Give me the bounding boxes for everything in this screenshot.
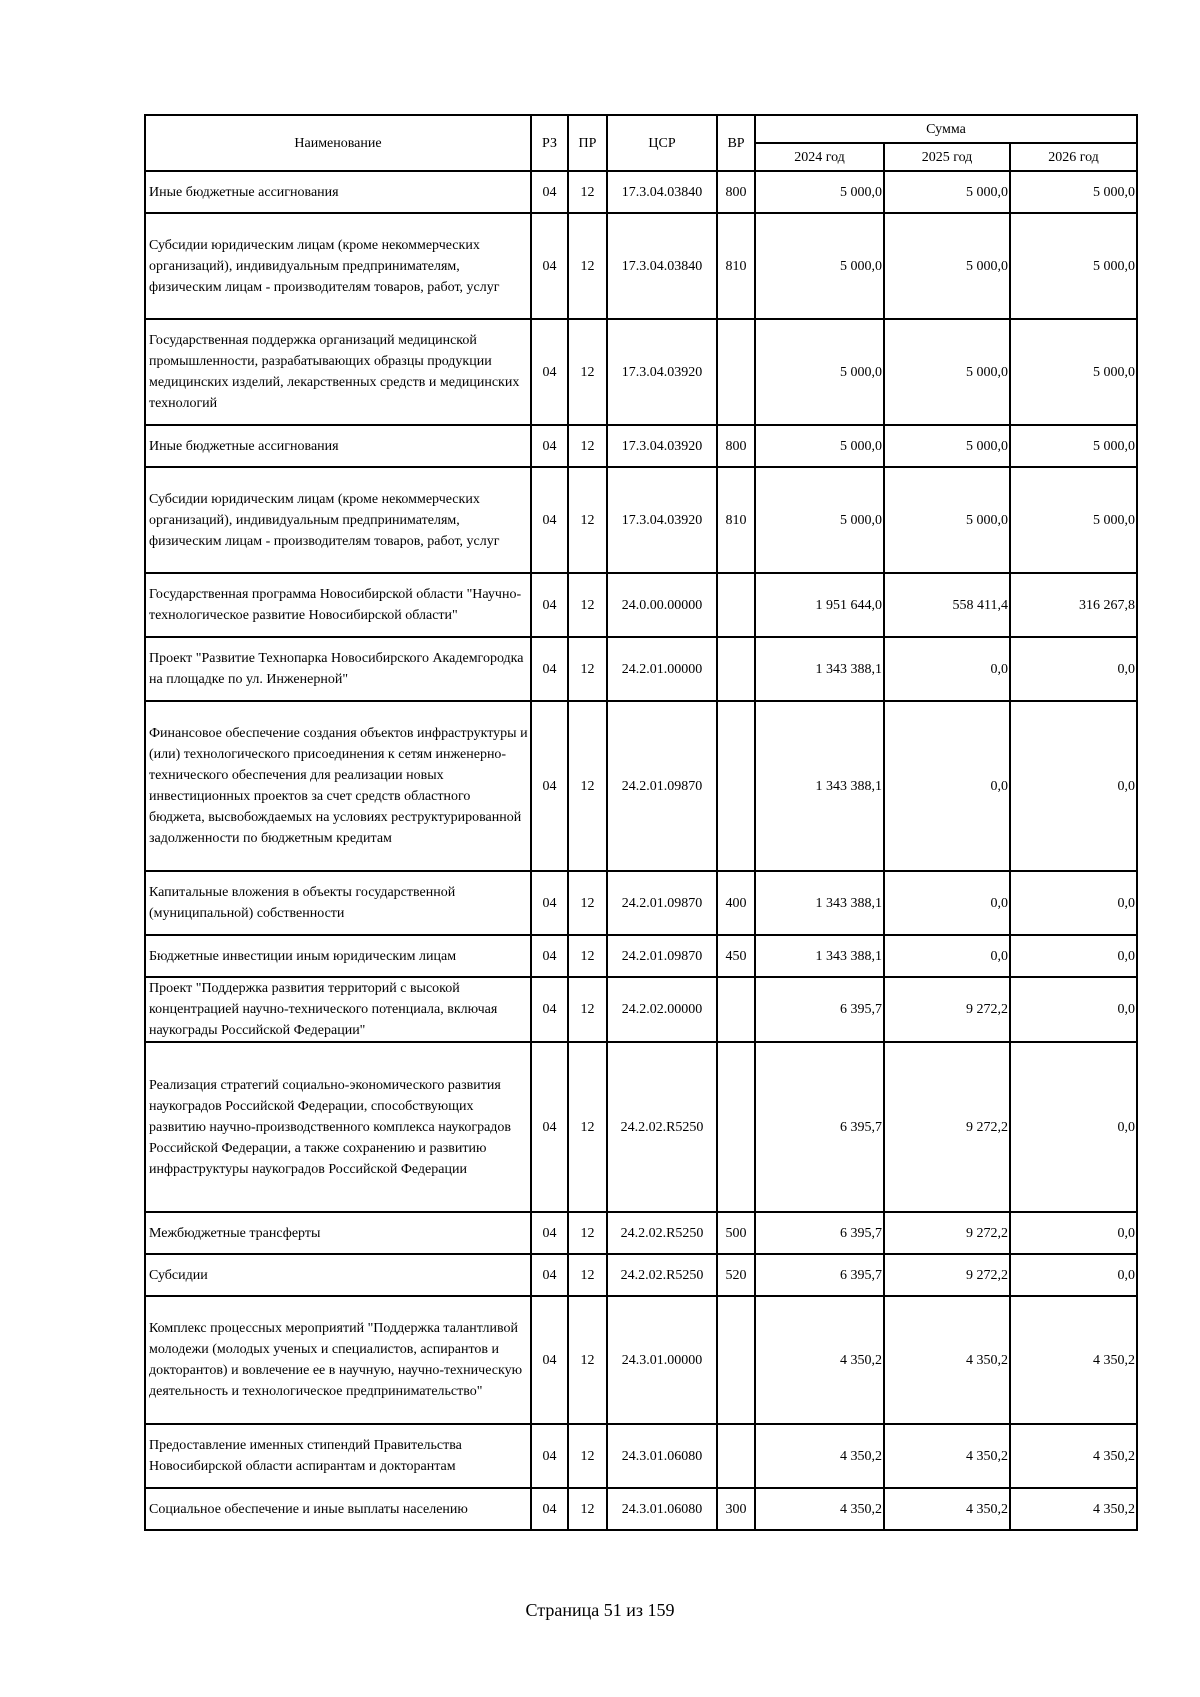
cell-rz: 04 (531, 1254, 568, 1296)
cell-2024: 1 343 388,1 (755, 935, 884, 977)
cell-2026: 0,0 (1010, 871, 1137, 935)
cell-2025: 558 411,4 (884, 573, 1010, 637)
header-pr: ПР (568, 115, 607, 171)
cell-2026: 5 000,0 (1010, 425, 1137, 467)
cell-name: Социальное обеспечение и иные выплаты населению (145, 1488, 531, 1530)
cell-rz: 04 (531, 573, 568, 637)
cell-pr: 12 (568, 637, 607, 701)
cell-name: Государственная программа Новосибирской области "Научно-технологическое развитие Новосибирской области" (145, 573, 531, 637)
cell-csr: 17.3.04.03920 (607, 319, 717, 425)
table-row (145, 425, 1137, 467)
cell-csr: 24.2.02.R5250 (607, 1042, 717, 1212)
cell-pr: 12 (568, 1296, 607, 1424)
cell-2025: 5 000,0 (884, 171, 1010, 213)
cell-rz: 04 (531, 1488, 568, 1530)
cell-2024: 1 343 388,1 (755, 701, 884, 871)
header-2026: 2026 год (1010, 143, 1137, 171)
header-vr: ВР (717, 115, 755, 171)
cell-vr (717, 319, 755, 425)
cell-vr (717, 1296, 755, 1424)
cell-rz: 04 (531, 171, 568, 213)
cell-2024: 6 395,7 (755, 977, 884, 1042)
cell-csr: 24.2.02.R5250 (607, 1212, 717, 1254)
table-row (145, 701, 1137, 871)
cell-csr: 24.2.01.09870 (607, 701, 717, 871)
cell-vr: 300 (717, 1488, 755, 1530)
cell-csr: 24.2.01.00000 (607, 637, 717, 701)
cell-rz: 04 (531, 213, 568, 319)
cell-pr: 12 (568, 977, 607, 1042)
header-sum: Сумма (755, 115, 1137, 143)
cell-2024: 4 350,2 (755, 1424, 884, 1488)
cell-rz: 04 (531, 467, 568, 573)
cell-rz: 04 (531, 871, 568, 935)
cell-vr: 500 (717, 1212, 755, 1254)
cell-2026: 4 350,2 (1010, 1488, 1137, 1530)
page-number: Страница 51 из 159 (525, 1600, 675, 1620)
table-row (145, 935, 1137, 977)
cell-name: Иные бюджетные ассигнования (145, 425, 531, 467)
cell-2026: 4 350,2 (1010, 1296, 1137, 1424)
cell-rz: 04 (531, 701, 568, 871)
cell-vr: 800 (717, 425, 755, 467)
cell-name: Финансовое обеспечение создания объектов инфраструктуры и (или) технологического присоединения к сетям инженерно-технического обеспечения для реализации новых инвестиционных проектов за счет средств областного бюджета, высвобождаемых на условиях реструктурированной задолженности по бюджетным кредитам (145, 701, 531, 871)
cell-2024: 5 000,0 (755, 319, 884, 425)
budget-table (144, 114, 1138, 1531)
cell-2024: 5 000,0 (755, 467, 884, 573)
cell-rz: 04 (531, 935, 568, 977)
cell-2025: 5 000,0 (884, 425, 1010, 467)
cell-csr: 17.3.04.03840 (607, 171, 717, 213)
cell-2024: 5 000,0 (755, 425, 884, 467)
table-row (145, 319, 1137, 425)
cell-vr (717, 1042, 755, 1212)
cell-name: Проект "Поддержка развития территорий с высокой концентрацией научно-технического потенциала, включая наукограды Российской Федерации" (145, 977, 531, 1042)
cell-2025: 4 350,2 (884, 1296, 1010, 1424)
cell-csr: 24.2.02.R5250 (607, 1254, 717, 1296)
cell-2026: 0,0 (1010, 637, 1137, 701)
cell-pr: 12 (568, 467, 607, 573)
cell-csr: 24.2.01.09870 (607, 871, 717, 935)
cell-name: Бюджетные инвестиции иным юридическим лицам (145, 935, 531, 977)
header-rz: РЗ (531, 115, 568, 171)
cell-csr: 17.3.04.03920 (607, 467, 717, 573)
table-body (145, 171, 1137, 1530)
table-row (145, 573, 1137, 637)
cell-2024: 1 343 388,1 (755, 637, 884, 701)
cell-vr: 810 (717, 467, 755, 573)
cell-2024: 6 395,7 (755, 1212, 884, 1254)
cell-2024: 4 350,2 (755, 1488, 884, 1530)
cell-2025: 5 000,0 (884, 467, 1010, 573)
cell-vr (717, 573, 755, 637)
cell-2026: 5 000,0 (1010, 319, 1137, 425)
cell-csr: 24.2.02.00000 (607, 977, 717, 1042)
table-row (145, 637, 1137, 701)
cell-pr: 12 (568, 1488, 607, 1530)
cell-2025: 5 000,0 (884, 213, 1010, 319)
header-csr: ЦСР (607, 115, 717, 171)
cell-rz: 04 (531, 1212, 568, 1254)
cell-vr: 810 (717, 213, 755, 319)
cell-pr: 12 (568, 213, 607, 319)
cell-name: Предоставление именных стипендий Правительства Новосибирской области аспирантам и докторантам (145, 1424, 531, 1488)
cell-name: Иные бюджетные ассигнования (145, 171, 531, 213)
header-2025: 2025 год (884, 143, 1010, 171)
cell-2026: 5 000,0 (1010, 171, 1137, 213)
cell-2026: 5 000,0 (1010, 213, 1137, 319)
cell-2025: 4 350,2 (884, 1488, 1010, 1530)
cell-2025: 9 272,2 (884, 1042, 1010, 1212)
cell-pr: 12 (568, 1424, 607, 1488)
cell-2024: 6 395,7 (755, 1254, 884, 1296)
table-row (145, 171, 1137, 213)
table-row (145, 467, 1137, 573)
cell-rz: 04 (531, 637, 568, 701)
cell-2025: 0,0 (884, 871, 1010, 935)
cell-name: Проект "Развитие Технопарка Новосибирского Академгородка на площадке по ул. Инженерной" (145, 637, 531, 701)
cell-vr (717, 1424, 755, 1488)
cell-csr: 17.3.04.03920 (607, 425, 717, 467)
cell-rz: 04 (531, 1424, 568, 1488)
cell-vr: 520 (717, 1254, 755, 1296)
cell-csr: 24.3.01.06080 (607, 1424, 717, 1488)
header-2024: 2024 год (755, 143, 884, 171)
cell-2026: 0,0 (1010, 935, 1137, 977)
cell-csr: 24.3.01.00000 (607, 1296, 717, 1424)
cell-2026: 5 000,0 (1010, 467, 1137, 573)
cell-pr: 12 (568, 573, 607, 637)
cell-2025: 5 000,0 (884, 319, 1010, 425)
cell-2026: 0,0 (1010, 701, 1137, 871)
cell-pr: 12 (568, 935, 607, 977)
cell-pr: 12 (568, 1254, 607, 1296)
cell-2025: 0,0 (884, 935, 1010, 977)
cell-2024: 5 000,0 (755, 213, 884, 319)
header-name: Наименование (145, 115, 531, 171)
cell-pr: 12 (568, 701, 607, 871)
cell-2025: 0,0 (884, 701, 1010, 871)
cell-pr: 12 (568, 1042, 607, 1212)
cell-2024: 5 000,0 (755, 171, 884, 213)
table-row (145, 1042, 1137, 1212)
table-row (145, 1296, 1137, 1424)
cell-2025: 9 272,2 (884, 1254, 1010, 1296)
cell-2026: 4 350,2 (1010, 1424, 1137, 1488)
cell-2024: 1 343 388,1 (755, 871, 884, 935)
cell-name: Субсидии (145, 1254, 531, 1296)
cell-2025: 9 272,2 (884, 977, 1010, 1042)
cell-2026: 0,0 (1010, 1042, 1137, 1212)
cell-rz: 04 (531, 319, 568, 425)
cell-csr: 24.3.01.06080 (607, 1488, 717, 1530)
cell-pr: 12 (568, 871, 607, 935)
cell-csr: 17.3.04.03840 (607, 213, 717, 319)
cell-rz: 04 (531, 1042, 568, 1212)
cell-2025: 9 272,2 (884, 1212, 1010, 1254)
cell-name: Комплекс процессных мероприятий "Поддержка талантливой молодежи (молодых ученых и специалистов, аспирантов и докторантов) и вовлечение ее в научную, научно-техническую деятельность и технологическое предпринимательство" (145, 1296, 531, 1424)
table-row (145, 871, 1137, 935)
cell-2024: 1 951 644,0 (755, 573, 884, 637)
cell-vr: 800 (717, 171, 755, 213)
cell-name: Межбюджетные трансферты (145, 1212, 531, 1254)
cell-pr: 12 (568, 1212, 607, 1254)
cell-pr: 12 (568, 425, 607, 467)
cell-vr (717, 977, 755, 1042)
cell-name: Государственная поддержка организаций медицинской промышленности, разрабатывающих образцы продукции медицинских изделий, лекарственных средств и медицинских технологий (145, 319, 531, 425)
cell-2025: 0,0 (884, 637, 1010, 701)
cell-rz: 04 (531, 977, 568, 1042)
cell-rz: 04 (531, 425, 568, 467)
cell-pr: 12 (568, 319, 607, 425)
table-row (145, 1254, 1137, 1296)
cell-vr: 450 (717, 935, 755, 977)
cell-vr (717, 701, 755, 871)
table-header (145, 115, 1137, 171)
cell-csr: 24.0.00.00000 (607, 573, 717, 637)
table-row (145, 213, 1137, 319)
cell-pr: 12 (568, 171, 607, 213)
table-row (145, 1424, 1137, 1488)
cell-rz: 04 (531, 1296, 568, 1424)
cell-2025: 4 350,2 (884, 1424, 1010, 1488)
cell-name: Реализация стратегий социально-экономического развития наукоградов Российской Федерации, способствующих развитию научно-производственного комплекса наукоградов Российской Федерации, а также сохранению и развитию инфраструктуры наукоградов Российской Федерации (145, 1042, 531, 1212)
cell-csr: 24.2.01.09870 (607, 935, 717, 977)
cell-2026: 0,0 (1010, 1212, 1137, 1254)
cell-vr (717, 637, 755, 701)
cell-vr: 400 (717, 871, 755, 935)
cell-2026: 0,0 (1010, 1254, 1137, 1296)
cell-2024: 6 395,7 (755, 1042, 884, 1212)
cell-name: Капитальные вложения в объекты государственной (муниципальной) собственности (145, 871, 531, 935)
cell-name: Субсидии юридическим лицам (кроме некоммерческих организаций), индивидуальным предпринимателям, физическим лицам - производителям товаров, работ, услуг (145, 213, 531, 319)
table-row (145, 1212, 1137, 1254)
cell-2026: 316 267,8 (1010, 573, 1137, 637)
cell-2024: 4 350,2 (755, 1296, 884, 1424)
table-row (145, 1488, 1137, 1530)
cell-2026: 0,0 (1010, 977, 1137, 1042)
cell-name: Субсидии юридическим лицам (кроме некоммерческих организаций), индивидуальным предпринимателям, физическим лицам - производителям товаров, работ, услуг (145, 467, 531, 573)
table-row (145, 977, 1137, 1042)
